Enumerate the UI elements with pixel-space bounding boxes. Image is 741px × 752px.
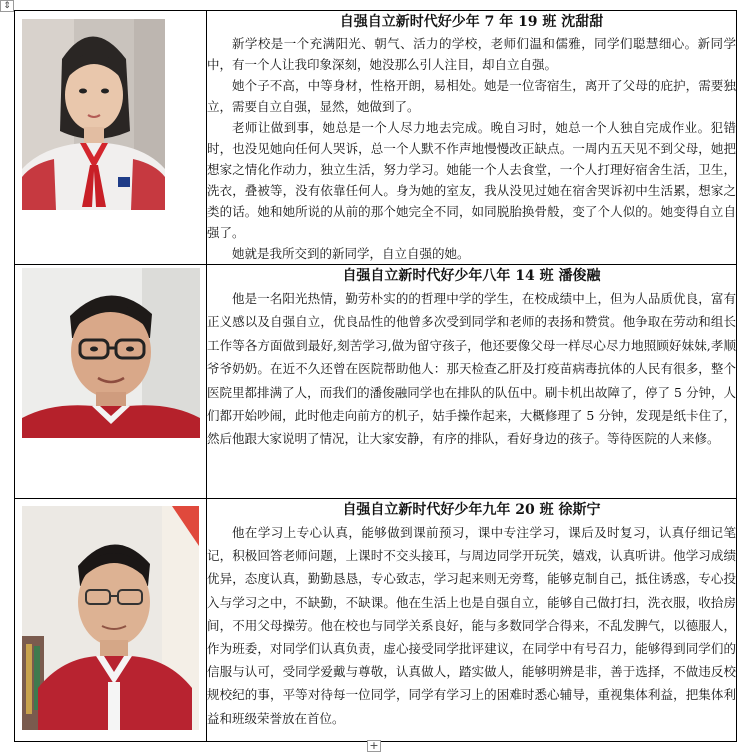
profile-paragraph: 她个子不高，中等身材，性格开朗，易相处。她是一位寄宿生，离开了父母的庇护，需要独立，需要自立自强，显然，她做到了。 (207, 78, 736, 114)
profile-paragraph: 新学校是一个充满阳光、朝气、活力的学校，老师们温和儒雅，同学们聪慧细心。新同学中，有一个人让我印象深刻，她没那么引人注目，却自立自强。 (207, 36, 736, 72)
profile-text-cell (207, 499, 737, 742)
profile-title: 自强自立新时代好少年九年 20 班 徐斯宁 (342, 502, 601, 518)
profile-title: 自强自立新时代好少年 7 年 19 班 沈甜甜 (339, 14, 604, 30)
profile-paragraph: 她就是我所交到的新同学，自立自强的她。 (232, 246, 470, 261)
photo-cell (15, 11, 207, 265)
photo-cell (15, 265, 207, 499)
photo-cell (15, 499, 207, 742)
table-row (15, 11, 737, 265)
add-row-handle[interactable]: + (367, 740, 381, 752)
profile-title: 自强自立新时代好少年八年 14 班 潘俊融 (342, 268, 601, 284)
girl-portrait-image (22, 19, 165, 210)
profiles-table (14, 10, 737, 742)
student-photo-boy-1 (22, 268, 200, 438)
profile-paragraph: 他在学习上专心认真，能够做到课前预习，课中专注学习，课后及时复习，认真仔细记笔记，积极回答老师问题，上课时不交头接耳，与周边同学开玩笑，嬉戏，认真听讲。他学习成绩优异，态度认真，勤勤恳恳，专心致志，学习起来则无旁骛，能够克制自己，抵住诱惑，专心投入与学习之中，不缺勤，不缺课。他在生活上也是自强自立，能够自己做打扫，洗衣服，收拾房间，不用父母操劳。他在校也与同学关系良好，能与多数同学合得来，不乱发脾气，以德服人，作为班委，对同学们认真负责，虚心接受同学批评建议，在同学中有号召力，能够得到同学们的信服与认可，受同学爱戴与尊敬，认真做人，踏实做人，能够明辨是非，善于选择，不做违反校规校纪的事，平等对待每一位同学，同学有学习上的困难时悉心辅导，重视集体利益，把集体利益和班级荣誉放在首位。 (207, 525, 736, 726)
student-photo-boy-2 (22, 506, 199, 730)
profile-paragraph: 他是一名阳光热情，勤劳朴实的的哲理中学的学生，在校成绩中上，但为人品质优良，富有正义感以及自强自立，优良品性的他曾多次受到同学和老师的表扬和赞赏。他争取在劳动和组长工作等各方面做到最好,刻苦学习,做为留守孩子，他还要像父母一样尽心尽力地照顾好妹妹,孝顺爷爷奶奶。在近不久还曾在医院帮助他人：那天检查乙肝及打疫苗病毒抗体的人民有很多，整个医院里都排满了人，而我们的潘俊融同学也在排队的队伍中。刷卡机出故障了，停了 5 分钟，人们都开始吵闹，此时他走向前方的机子，姑手操作起来，大概修理了 5 分钟，发现是纸卡住了，然后他跟大家说明了情况，让大家安静，有序的排队，看好身边的孩子。等待医院的人来修。 (207, 291, 736, 447)
table-row (15, 499, 737, 742)
student-photo-girl (22, 19, 165, 210)
table-move-handle[interactable]: ⇕ (0, 0, 14, 12)
profile-paragraph: 老师让做到事，她总是一个人尽力地去完成。晚自习时，她总一个人独自完成作业。犯错时，也没见她向任何人哭诉，总一个人默不作声地慢慢改正缺点。一周内五天见不到父母，她把想家之情化作动力，独立生活，努力学习。她能一个人去食堂，一个人打理好宿舍生活，卫生，洗衣，叠被等，没有依靠任何人。身为她的室友，我从没见过她在宿舍哭诉初中生活累，想家之类的话。她和她所说的从前的那个她完全不同，如同脱胎换骨般，变了个人似的。她变得自立自强了。 (207, 120, 736, 240)
profile-text-cell (207, 11, 737, 265)
boy-with-glasses-portrait-image (22, 268, 200, 438)
profile-text-cell (207, 265, 737, 499)
boy-in-school-uniform-portrait-image (22, 506, 199, 730)
table-row (15, 265, 737, 499)
